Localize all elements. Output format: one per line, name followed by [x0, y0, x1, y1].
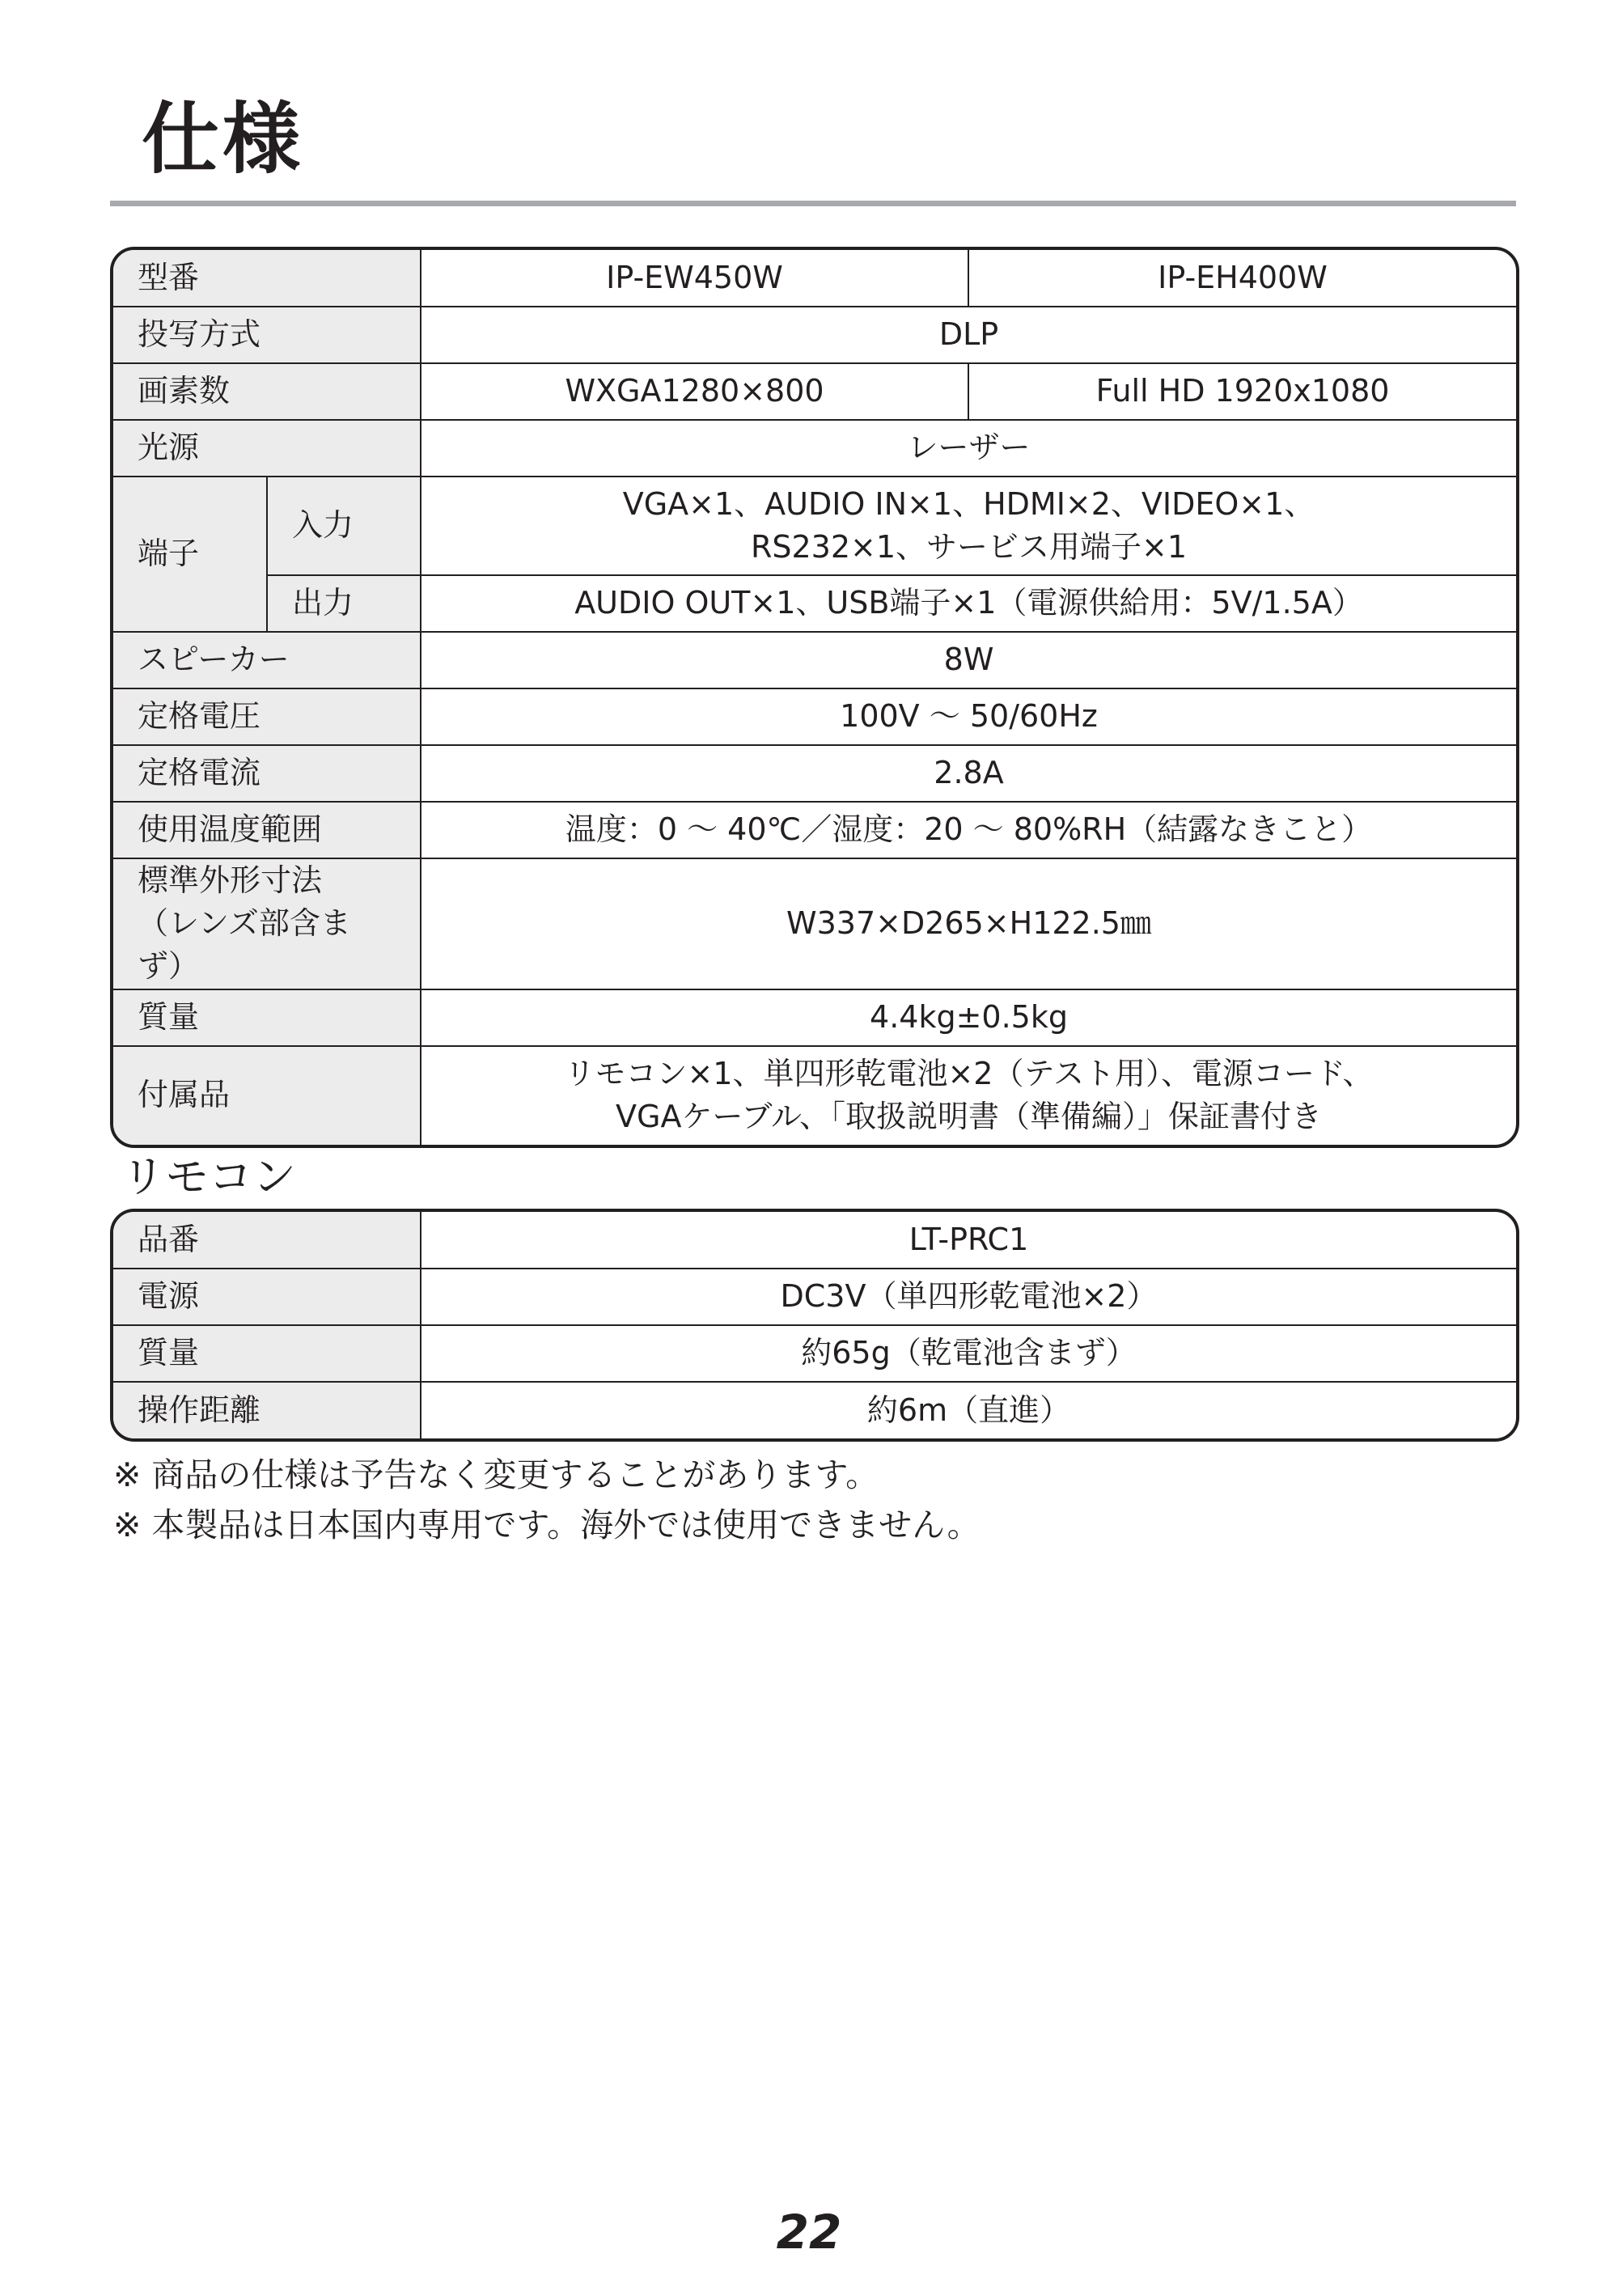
remote-row-value: LT-PRC1	[421, 1212, 1516, 1269]
table-row	[113, 858, 1516, 989]
row-label-accessories: 付属品	[113, 1046, 421, 1145]
remote-row-label: 質量	[113, 1325, 421, 1382]
accessories-line: リモコン×1、単四形乾電池×2（テスト用）、電源コード、	[564, 1055, 1374, 1091]
table-row	[113, 1046, 1516, 1145]
remote-row-value: 約65g（乾電池含まず）	[421, 1325, 1516, 1382]
row-label-model: 型番	[113, 250, 421, 307]
operating-env-value: 温度：0 ～ 40℃／湿度：20 ～ 80%RH（結露なきこと）	[421, 802, 1516, 858]
row-label-projection: 投写方式	[113, 307, 421, 363]
table-row	[113, 307, 1516, 363]
terminal-input-label: 入力	[267, 477, 421, 575]
row-label-rated-voltage: 定格電圧	[113, 688, 421, 745]
table-row	[113, 1212, 1516, 1269]
accessories-line: VGAケーブル、「取扱説明書（準備編）」保証書付き	[616, 1099, 1322, 1135]
remote-row-label: 操作距離	[113, 1382, 421, 1438]
footnote: ※ 本製品は日本国内専用です。海外では使用できません。	[113, 1506, 981, 1544]
footnotes	[113, 1450, 981, 1550]
row-label-mass: 質量	[113, 989, 421, 1046]
speaker-value: 8W	[421, 632, 1516, 688]
model-ew450w: IP-EW450W	[421, 250, 968, 307]
row-label-light-source: 光源	[113, 420, 421, 477]
dimensions-label-line: 標準外形寸法	[138, 862, 323, 898]
row-label-operating-env: 使用温度範囲	[113, 802, 421, 858]
pixels-ew450w: WXGA1280×800	[421, 363, 968, 420]
table-row	[113, 420, 1516, 477]
remote-row-value: DC3V（単四形乾電池×2）	[421, 1269, 1516, 1325]
row-label-pixels: 画素数	[113, 363, 421, 420]
table-row	[113, 250, 1516, 307]
table-row	[113, 1325, 1516, 1382]
table-row	[113, 575, 1516, 632]
terminal-input-value	[421, 477, 1516, 575]
table-row	[113, 363, 1516, 420]
terminal-output-value: AUDIO OUT×1、USB端子×1（電源供給用：5V/1.5A）	[421, 575, 1516, 632]
page-title: 仕様	[142, 94, 303, 184]
light-source-value: レーザー	[421, 420, 1516, 477]
page-number: 22	[776, 2205, 842, 2260]
row-label-dimensions	[113, 858, 421, 989]
remote-section-heading: リモコン	[121, 1151, 296, 1202]
table-row	[113, 477, 1516, 575]
rated-voltage-value: 100V ～ 50/60Hz	[421, 688, 1516, 745]
footnote: ※ 商品の仕様は予告なく変更することがあります。	[113, 1455, 879, 1494]
terminal-input-line: RS232×1、サービス用端子×1	[750, 529, 1188, 565]
remote-row-label: 品番	[113, 1212, 421, 1269]
title-divider	[110, 201, 1516, 206]
table-row	[113, 989, 1516, 1046]
remote-row-value: 約6m（直進）	[421, 1382, 1516, 1438]
model-eh400w: IP-EH400W	[968, 250, 1516, 307]
table-row	[113, 688, 1516, 745]
table-row	[113, 1269, 1516, 1325]
row-label-rated-current: 定格電流	[113, 745, 421, 802]
table-row	[113, 1382, 1516, 1438]
remote-spec-table	[110, 1209, 1519, 1442]
row-label-speaker: スピーカー	[113, 632, 421, 688]
table-row	[113, 632, 1516, 688]
accessories-value	[421, 1046, 1516, 1145]
row-label-terminals: 端子	[113, 477, 267, 632]
terminal-input-line: VGA×1、AUDIO IN×1、HDMI×2、VIDEO×1、	[622, 485, 1315, 522]
table-row	[113, 745, 1516, 802]
pixels-eh400w: Full HD 1920x1080	[968, 363, 1516, 420]
rated-current-value: 2.8A	[421, 745, 1516, 802]
table-row	[113, 802, 1516, 858]
spec-table	[110, 247, 1519, 1148]
mass-value: 4.4kg±0.5kg	[421, 989, 1516, 1046]
projection-value: DLP	[421, 307, 1516, 363]
terminal-output-label: 出力	[267, 575, 421, 632]
dimensions-label-line: （レンズ部含まず）	[138, 905, 351, 985]
remote-row-label: 電源	[113, 1269, 421, 1325]
dimensions-value: W337×D265×H122.5㎜	[421, 858, 1516, 989]
